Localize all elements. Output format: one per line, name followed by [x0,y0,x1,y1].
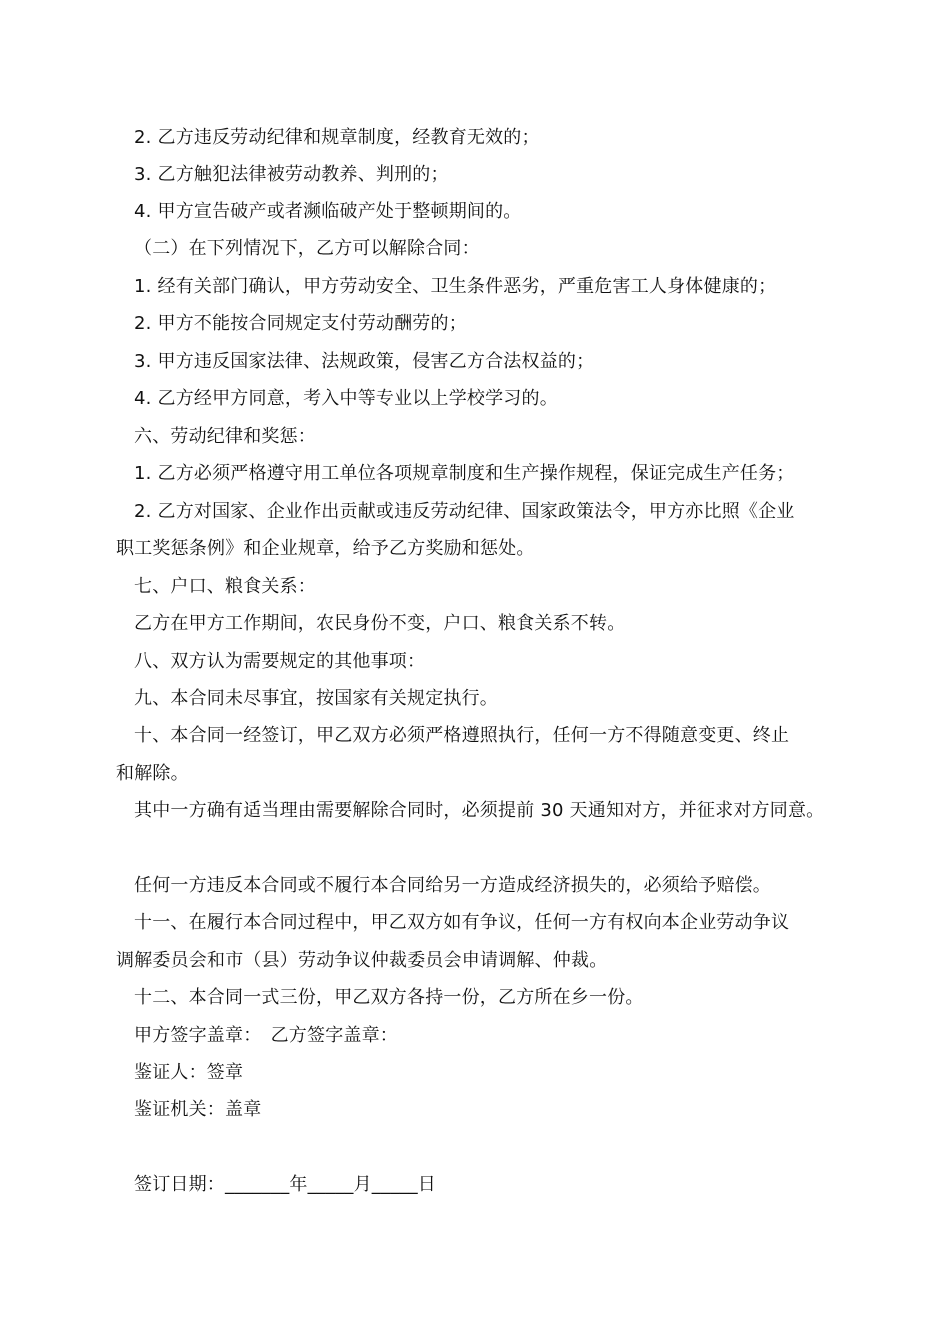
signature-line: 甲方签字盖章： 乙方签字盖章： [134,1025,398,1046]
clause-line: 任何一方违反本合同或不履行本合同给另一方造成经济损失的，必须给予赔偿。 [134,875,771,896]
clause-line: 2. 乙方对国家、企业作出贡献或违反劳动纪律、国家政策法令，甲方亦比照《企业 [134,501,795,522]
clause-line: 3. 甲方违反国家法律、法规政策，侵害乙方合法权益的； [134,351,595,372]
clause-line: 4. 甲方宣告破产或者濒临破产处于整顿期间的。 [134,201,522,222]
section-heading: 九、本合同未尽事宜，按国家有关规定执行。 [134,688,498,709]
section-heading: （二）在下列情况下，乙方可以解除合同： [134,238,480,259]
clause-line: 2. 乙方违反劳动纪律和规章制度，经教育无效的； [134,127,540,148]
clause-line: 3. 乙方触犯法律被劳动教养、判刑的； [134,164,449,185]
section-heading: 十一、在履行本合同过程中，甲乙双方如有争议，任何一方有权向本企业劳动争议 [134,912,790,933]
section-heading: 七、户口、粮食关系： [134,576,316,597]
section-heading: 十、本合同一经签订，甲乙双方必须严格遵照执行，任何一方不得随意变更、终止 [134,725,790,746]
clause-line-continuation: 调解委员会和市（县）劳动争议仲裁委员会申请调解、仲裁。 [116,950,608,971]
clause-line-continuation: 和解除。 [116,763,189,784]
clause-line: 2. 甲方不能按合同规定支付劳动酬劳的； [134,313,467,334]
section-heading: 十二、本合同一式三份，甲乙双方各持一份，乙方所在乡一份。 [134,987,644,1008]
clause-line: 其中一方确有适当理由需要解除合同时，必须提前 30 天通知对方，并征求对方同意。 [134,800,825,821]
clause-line: 1. 乙方必须严格遵守用工单位各项规章制度和生产操作规程，保证完成生产任务； [134,463,795,484]
section-heading: 八、双方认为需要规定的其他事项： [134,651,426,672]
clause-line: 1. 经有关部门确认，甲方劳动安全、卫生条件恶劣，严重危害工人身体健康的； [134,276,777,297]
section-heading: 六、劳动纪律和奖惩： [134,426,316,447]
witness-line: 鉴证人：签章 [134,1062,244,1083]
authority-line: 鉴证机关：盖章 [134,1099,262,1120]
clause-line: 4. 乙方经甲方同意，考入中等专业以上学校学习的。 [134,388,558,409]
signing-date-line: 签订日期：_______年_____月_____日 [134,1174,436,1195]
clause-line-continuation: 职工奖惩条例》和企业规章，给予乙方奖励和惩处。 [116,538,535,559]
clause-line: 乙方在甲方工作期间，农民身份不变，户口、粮食关系不转。 [134,613,626,634]
